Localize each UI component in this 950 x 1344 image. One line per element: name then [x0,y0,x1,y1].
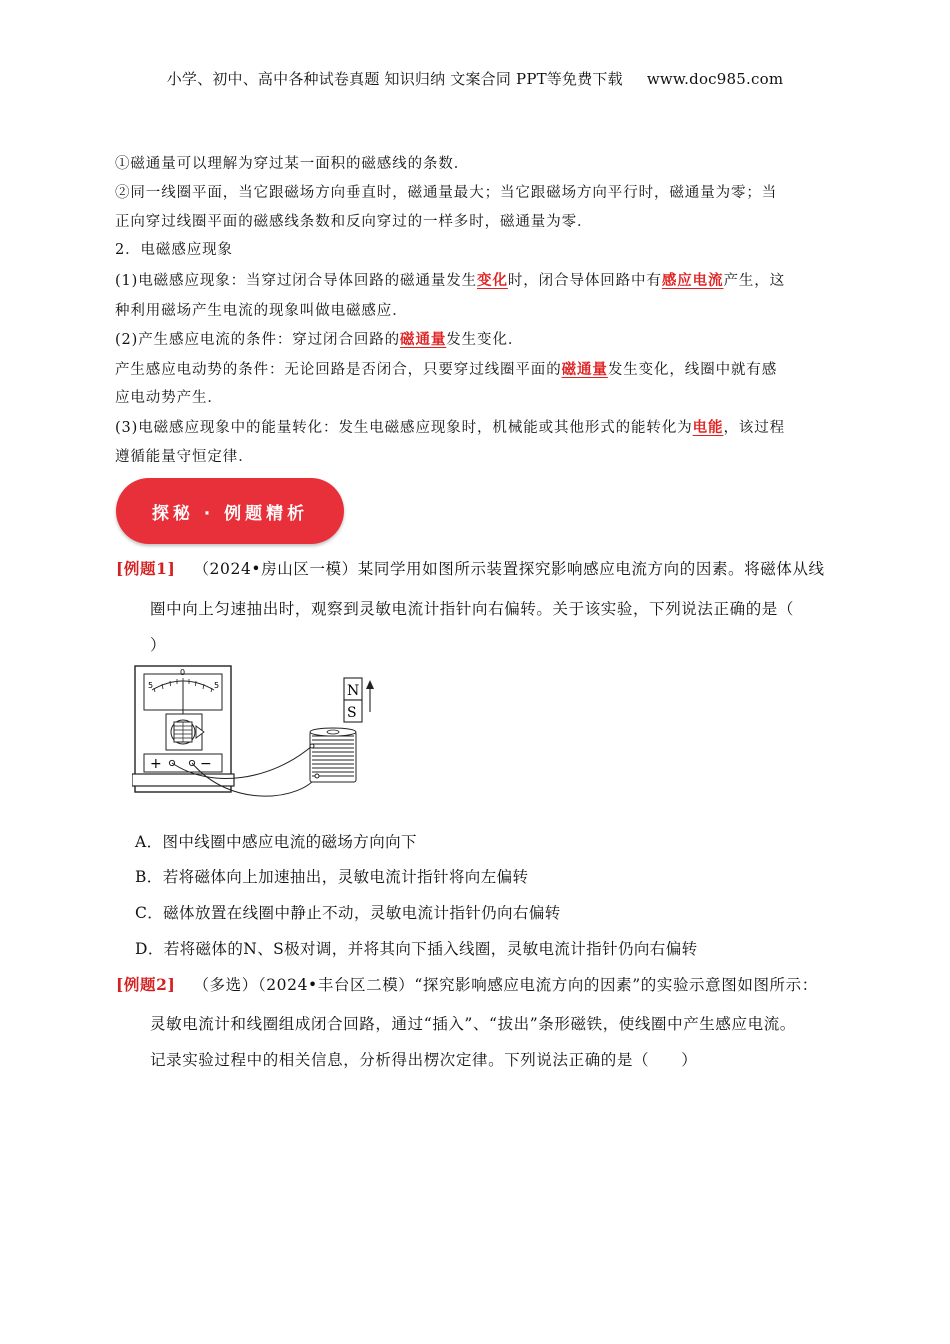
coil-terminal-1 [310,744,314,748]
text: 发生变化． [446,332,524,348]
text: (2)产生感应电流的条件：穿过闭合回路的 [115,332,401,348]
question-1-line3: ） [150,636,167,654]
coil-terminal-2 [315,774,319,778]
text: 产生，这 [723,273,786,289]
option-d: D．若将磁体的N、S极对调，并将其向下插入线圈，灵敏电流计指针仍向右偏转 [135,940,698,958]
section-banner: 探秘 · 例题精析 [116,478,344,544]
header-site: www.doc985.com [646,70,784,88]
motion-arrow-head [366,680,374,689]
option-a: A．图中线圈中感应电流的磁场方向向下 [135,833,417,851]
text: (1)电磁感应现象：当穿过闭合导体回路的磁通量发生 [115,273,478,289]
text: 时，闭合导体回路中有 [507,273,662,289]
question-1-line2: 圈中向上匀速抽出时，观察到灵敏电流计指针向右偏转。关于该实验，下列说法正确的是（ [150,600,795,618]
keyword-change: 变化 [477,272,508,289]
section-heading: 2．电磁感应现象 [115,242,233,258]
minus-label: − [200,756,212,772]
text: （多选）（2024•丰台区二模）“探究影响感应电流方向的因素”的实验示意图如图所示： [193,976,818,994]
magnet-n-label: N [347,683,360,699]
note-3: 正向穿过线圈平面的磁感线条数和反向穿过的一样多时，磁通量为零． [115,214,593,230]
magnet-s-label: S [347,705,357,721]
text: （2024•房山区一模）某同学用如图所示装置探究影响感应电流方向的因素。将磁体从线 [193,560,825,578]
paragraph-1-line2: 种利用磁场产生电流的现象叫做电磁感应． [115,303,408,319]
paragraph-2 [115,326,837,354]
note-1: ①磁通量可以理解为穿过某一面积的磁感线的条数． [115,156,470,172]
page-header [0,68,950,89]
keyword-electric-energy: 电能 [692,419,724,436]
option-b: B．若将磁体向上加速抽出，灵敏电流计指针将向左偏转 [135,868,529,886]
scale-label-mid: 0 [180,668,186,677]
scale-label-right: 5 [214,681,220,690]
paragraph-3 [115,356,837,384]
question-2-line1 [116,968,818,1002]
question-2-line3: 记录实验过程中的相关信息，分析得出楞次定律。下列说法正确的是（ ） [150,1051,698,1069]
plus-label: + [150,756,162,772]
option-c: C．磁体放置在线圈中静止不动，灵敏电流计指针仍向右偏转 [135,904,561,922]
scale-label-left: 5 [148,681,154,690]
experiment-figure [132,660,392,800]
note-2: ②同一线圈平面，当它跟磁场方向垂直时，磁通量最大；当它跟磁场方向平行时，磁通量为零；当 [115,185,778,201]
text: 发生变化，线圈中就有感 [607,362,778,378]
question-1-line1 [116,552,825,586]
keyword-flux: 磁通量 [400,331,447,348]
paragraph-3-line2: 应电动势产生． [115,390,223,406]
text: 产生感应电动势的条件：无论回路是否闭合，只要穿过线圈平面的 [115,362,562,378]
paragraph-1 [115,267,837,295]
paragraph-4 [115,414,837,442]
question-tag: [例题2] [116,975,176,994]
question-2-line2: 灵敏电流计和线圈组成闭合回路，通过“插入”、“拔出”条形磁铁，使线圈中产生感应电流。 [150,1015,796,1033]
text: ，该过程 [723,420,786,436]
keyword-flux: 磁通量 [561,361,608,378]
question-tag: [例题1] [116,559,176,578]
header-text: 小学、初中、高中各种试卷真题 知识归纳 文案合同 PPT等免费下载 [166,70,623,88]
text: (3)电磁感应现象中的能量转化：发生电磁感应现象时，机械能或其他形式的能转化为 [115,420,693,436]
keyword-induced-current: 感应电流 [661,272,724,289]
paragraph-4-line2: 遵循能量守恒定律． [115,449,254,465]
